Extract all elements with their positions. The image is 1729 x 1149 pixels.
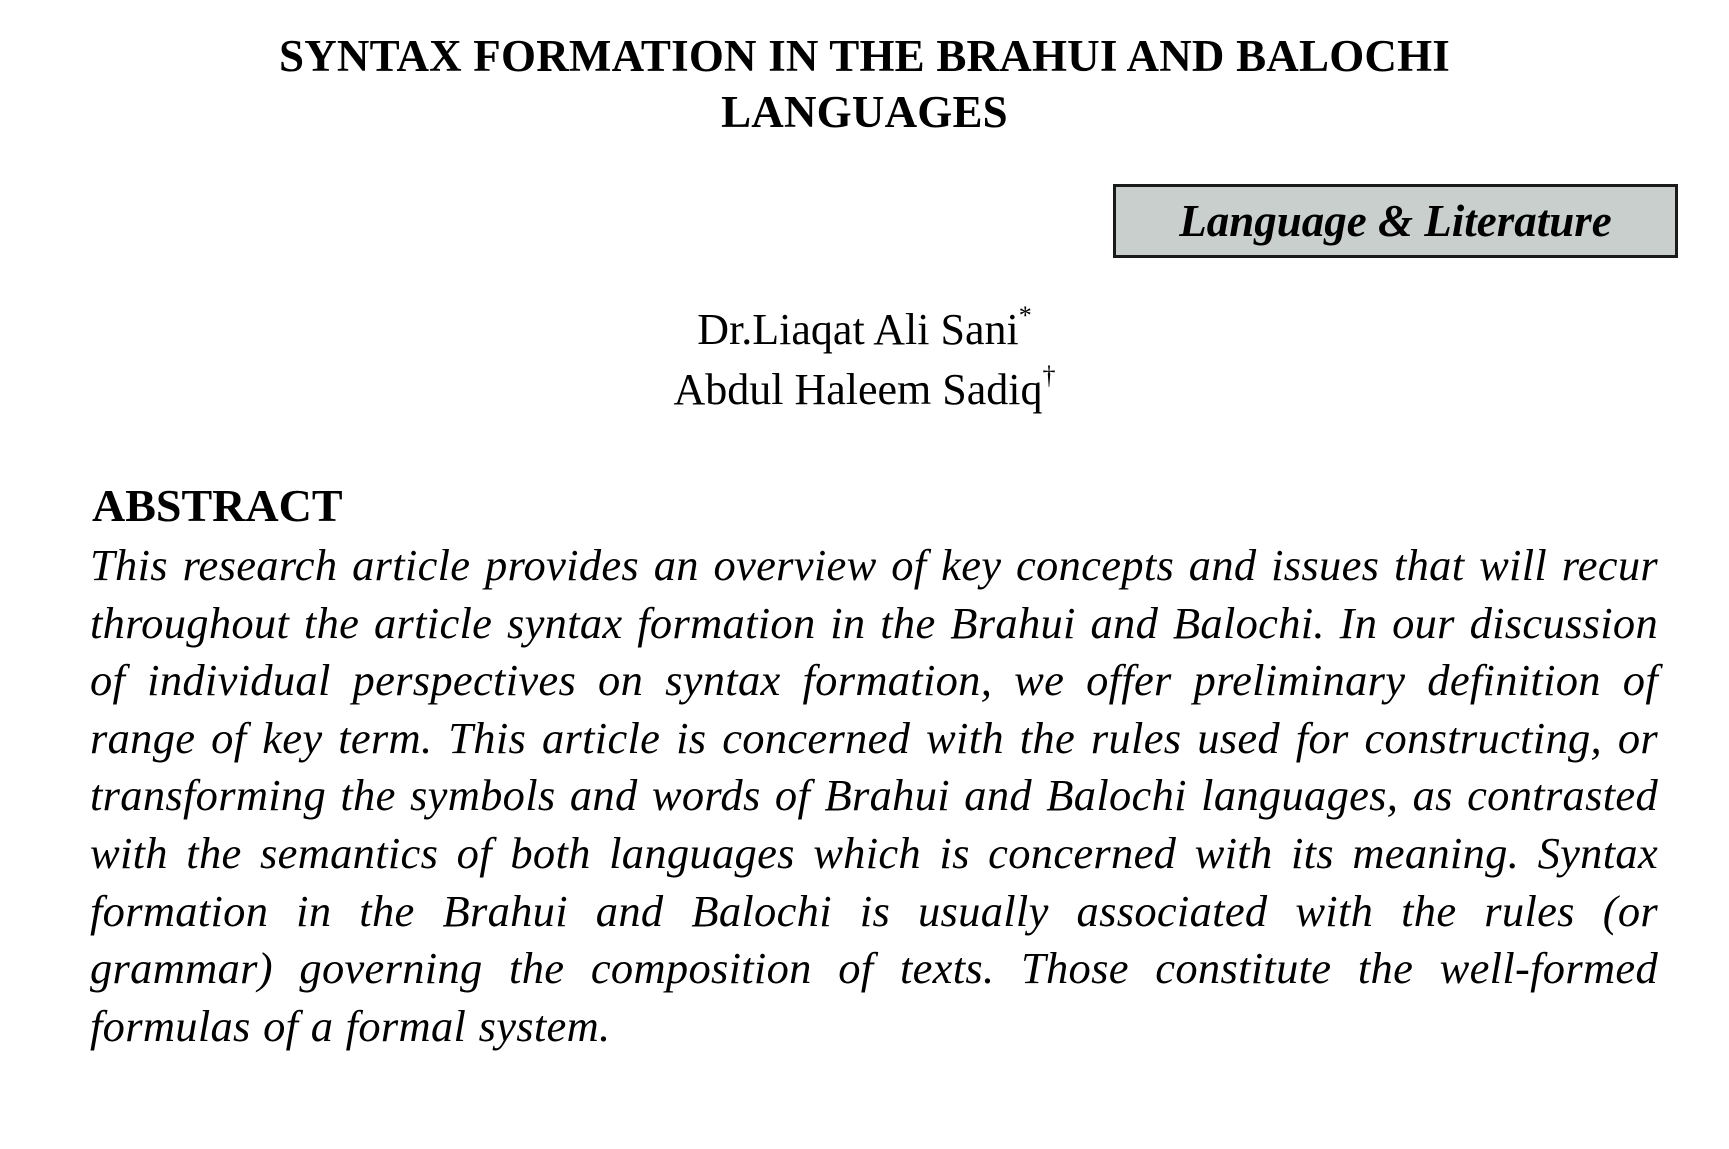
paper-title-line-2: LANGUAGES [721, 87, 1008, 137]
author-2-name: Abdul Haleem Sadiq [673, 365, 1043, 414]
abstract-text: This research article provides an overview of key concepts and issues that will recur throughout the article syntax formation in the Brahui and Balochi. In our discussion of individual perspectives on syntax formation, we offer preliminary definition of range of key term. This article is concerned with the rules used for constructing, or transforming the symbols and words of Brahui and Balochi languages, as contrasted with the semantics of both languages which is concerned with its meaning. Syntax formation in the Brahui and Balochi is usually associated with the rules (or grammar) governing the composition of texts. Those constitute the well-formed formulas of a formal system. [90, 540, 1658, 1051]
author-1 [0, 300, 1729, 360]
category-label: Language & Literature [1113, 184, 1678, 258]
author-1-name: Dr.Liaqat Ali Sani [697, 305, 1019, 354]
author-list [0, 300, 1729, 420]
paper-title [0, 28, 1729, 140]
author-2 [0, 360, 1729, 420]
paper-title-line-1: SYNTAX FORMATION IN THE BRAHUI AND BALOCHI [278, 31, 1451, 81]
author-1-footnote-mark[interactable]: * [1018, 301, 1032, 330]
author-2-footnote-mark[interactable]: † [1042, 361, 1056, 390]
abstract-heading: ABSTRACT [92, 480, 343, 531]
